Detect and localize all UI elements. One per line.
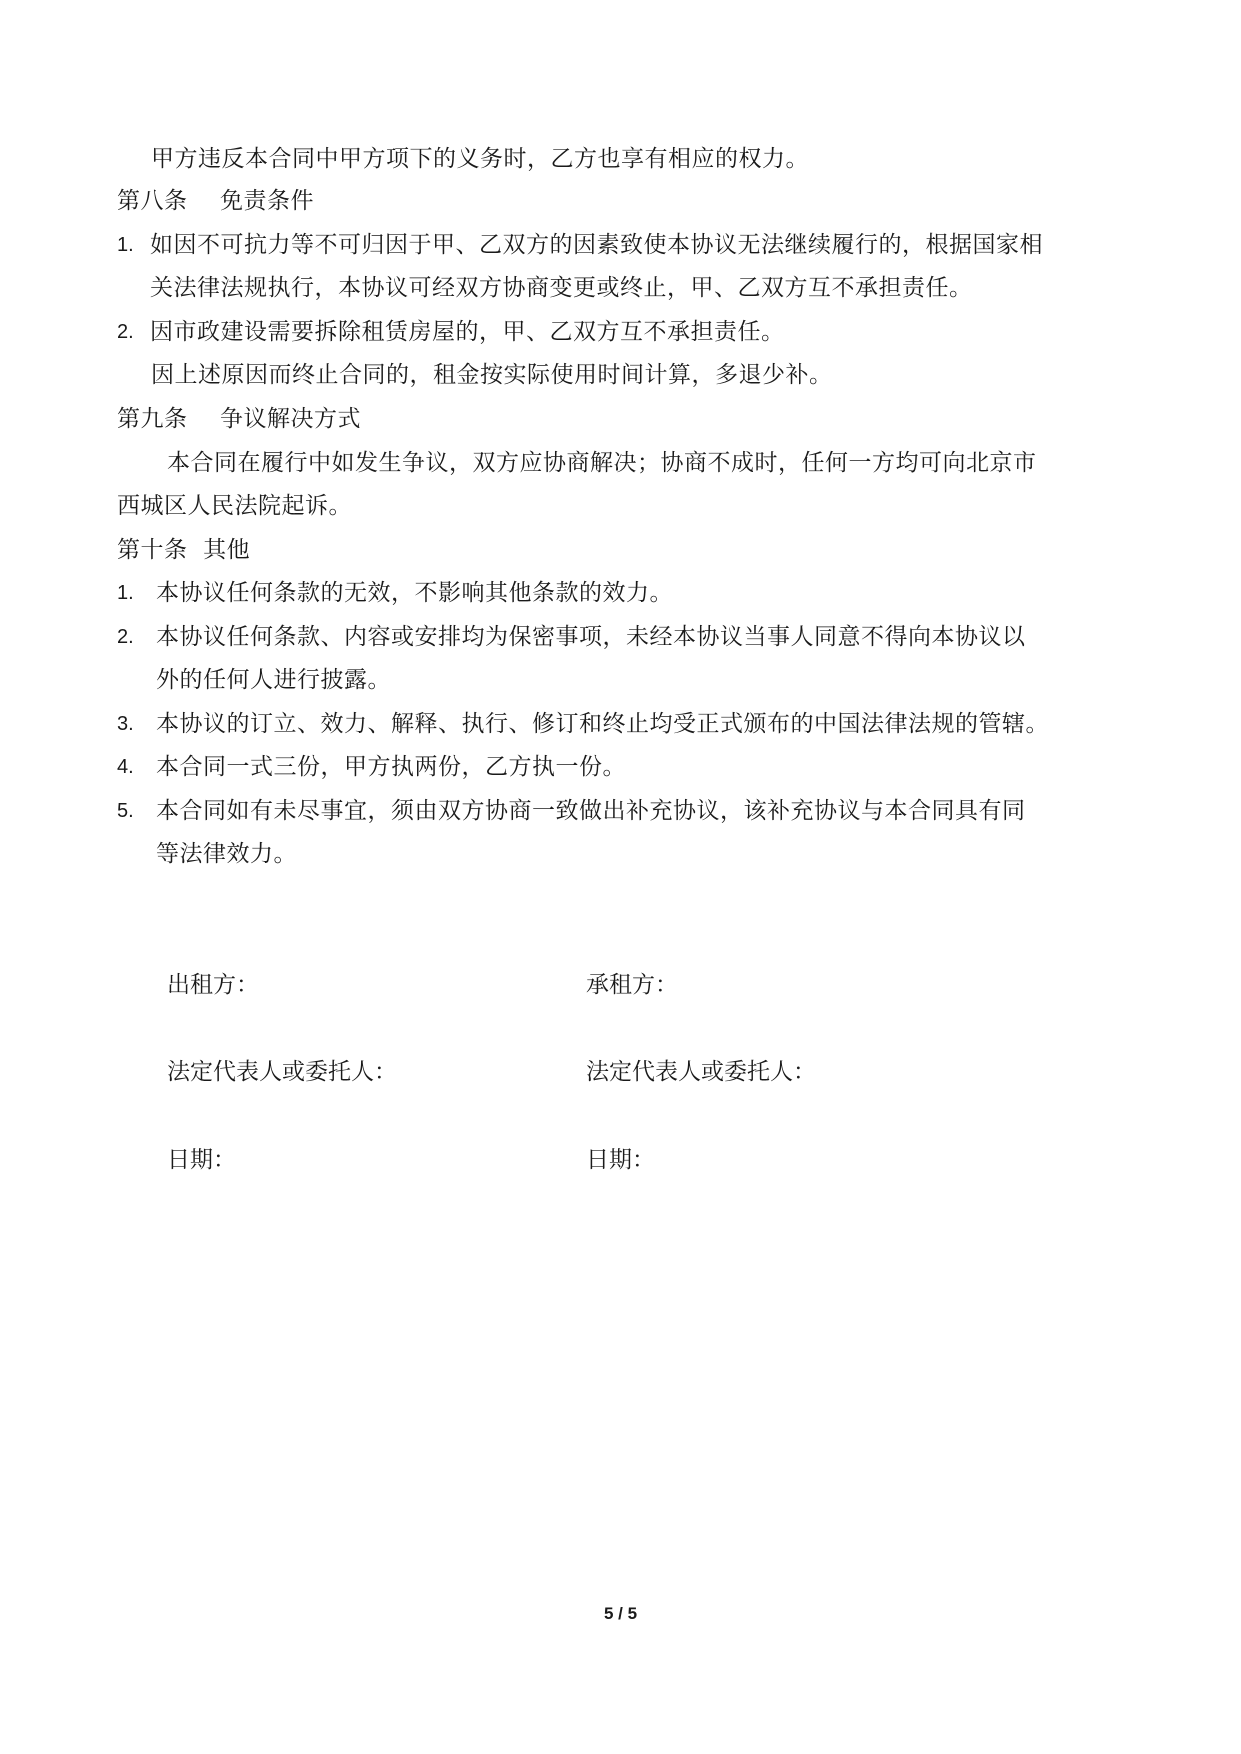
article9-line-2: 西城区人民法院起诉。 xyxy=(117,493,352,519)
lessee-representative-label: 法定代表人或委托人： xyxy=(586,1059,816,1085)
article8-heading-number: 第八条 xyxy=(117,188,188,214)
article10-item-4-line-1: 本合同一式三份，甲方执两份，乙方执一份。 xyxy=(156,754,626,780)
article9-line-1: 本合同在履行中如发生争议，双方应协商解决；协商不成时，任何一方均可向北京市 xyxy=(167,450,1037,476)
page-number: 5 / 5 xyxy=(603,1604,638,1623)
article8-heading-title: 免责条件 xyxy=(220,188,314,214)
article8-note: 因上述原因而终止合同的，租金按实际使用时间计算，多退少补。 xyxy=(151,362,833,388)
article10-item-2-line-1: 本协议任何条款、内容或安排均为保密事项，未经本协议当事人同意不得向本协议以 xyxy=(156,624,1026,650)
article10-item-1-line-1: 本协议任何条款的无效，不影响其他条款的效力。 xyxy=(156,580,673,606)
article8-item-1-line-2: 关法律法规执行，本协议可经双方协商变更或终止，甲、乙双方互不承担责任。 xyxy=(150,275,973,301)
lessor-date-label: 日期： xyxy=(167,1147,236,1173)
article10-item-3-line-1: 本协议的订立、效力、解释、执行、修订和终止均受正式颁布的中国法律法规的管辖。 xyxy=(156,711,1049,737)
article10-item-4-number: 4. xyxy=(117,756,134,778)
article8-item-2-line-1: 因市政建设需要拆除租赁房屋的，甲、乙双方互不承担责任。 xyxy=(150,319,785,345)
article8-item-1-number: 1. xyxy=(117,234,134,256)
article10-item-5-line-2: 等法律效力。 xyxy=(156,841,297,867)
lessor-representative-label: 法定代表人或委托人： xyxy=(167,1059,397,1085)
article9-heading-title: 争议解决方式 xyxy=(220,406,361,432)
article10-item-1-number: 1. xyxy=(117,582,134,604)
intro-line: 甲方违反本合同中甲方项下的义务时，乙方也享有相应的权力。 xyxy=(151,146,809,172)
article8-item-1-line-1: 如因不可抗力等不可归因于甲、乙双方的因素致使本协议无法继续履行的，根据国家相 xyxy=(150,232,1043,258)
article10-item-5-number: 5. xyxy=(117,800,134,822)
article10-item-2-line-2: 外的任何人进行披露。 xyxy=(156,667,391,693)
lessee-label: 承租方： xyxy=(586,972,678,998)
article10-item-5-line-1: 本合同如有未尽事宜，须由双方协商一致做出补充协议，该补充协议与本合同具有同 xyxy=(156,798,1026,824)
lessor-label: 出租方： xyxy=(167,972,259,998)
article10-item-3-number: 3. xyxy=(117,713,134,735)
article9-heading-number: 第九条 xyxy=(117,406,188,432)
article10-heading: 第十条 其他 xyxy=(117,537,251,563)
article8-item-2-number: 2. xyxy=(117,321,134,343)
lessee-date-label: 日期： xyxy=(586,1147,655,1173)
article10-item-2-number: 2. xyxy=(117,626,134,648)
